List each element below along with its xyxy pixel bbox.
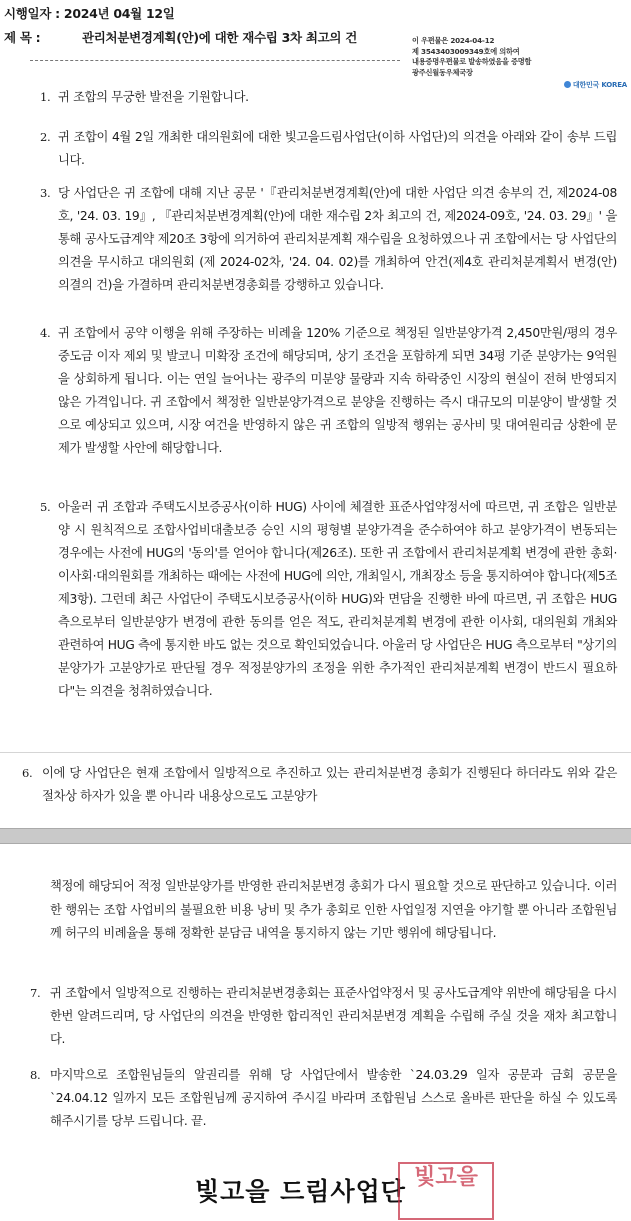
list-item — [0, 1064, 631, 1133]
list-item — [0, 762, 631, 808]
item-number: 8. — [30, 1068, 41, 1082]
subject-line — [4, 28, 357, 46]
official-seal: 빛고을 — [398, 1162, 494, 1220]
sender-signature: 빛고을 드림사업단 — [195, 1177, 406, 1206]
stamp-line-3: 내용증명우편물로 발송하였음을 증명함 — [412, 57, 532, 66]
item-text: 마지막으로 조합원님들의 알권리를 위해 당 사업단에서 발송한 `24.03.29 일자 공문과 금회 공문을 `24.04.12 일까지 모든 조합원님께 공지하여 주시길 바라며 조합원님 스스로 올바른 판단을 하실 수 있도록 해주시기를 당부 드립니다. 끝. — [50, 1068, 617, 1128]
issue-date-value: 2024년 04월 12일 — [63, 6, 175, 21]
postal-certification-stamp — [412, 36, 627, 91]
korea-post-logo — [412, 80, 627, 91]
item-text: 아울러 귀 조합과 주택도시보증공사(이하 HUG) 사이에 체결한 표준사업약정서에 따르면, 귀 조합은 일반분양 시 원칙적으로 조합사업비대출보증 승인 시의 평형별 분양가격을 준수하여야 하고 분양가격이 변동되는 경우에는 사전에 HUG의 '동의'를 얻어야 합니다(제26조). 또한 귀 조합에서 관리처분계획 변경에 관한 총회·이사회·대의원회를 개최하는 때에는 사전에 HUG에 의안, 개최일시, 개최장소 등을 통지하여야 합니다(제5조 제3항). 그런데 최근 사업단이 주택도시보증공사(이하 HUG)와 면담을 진행한 바에 따르면, 귀 조합은 HUG 측으로부터 일반분양가 변경에 관한 동의를 얻은 적도, 관리처분계획 변경에 관한 이사회, 대의원회 개최와 관련하여 HUG 측에 통지한 바도 없는 것으로 확인되었습니다. 아울러 당 사업단은 HUG 측으로부터 "상기의 분양가가 고분양가로 판단될 경우 적정분양가의 조정을 위한 추가적인 관리처분계획 변경이 반드시 필요하다"는 의견을 청취하였습니다. — [58, 500, 617, 698]
stamp-line-4: 광주신월동우체국장 — [412, 67, 473, 77]
item-number: 7. — [30, 986, 41, 1000]
korea-post-icon — [564, 81, 571, 88]
item-6-continuation: 책정에 해당되어 적정 일반분양가를 반영한 관리처분변경 총회가 다시 필요할 것으로 판단하고 있습니다. 이러한 행위는 조합 사업비의 불필요한 비용 낭비 및 추가 총회로 인한 사업일정 지연을 야기할 뿐 아니라 조합원님께 허구의 비례율을 통해 정확한 분담금 내역을 통지하지 않는 기만 행위에 해당됩니다. — [50, 879, 617, 940]
list-item — [0, 86, 263, 109]
item-text: 귀 조합에서 일방적으로 진행하는 관리처분변경총회는 표준사업약정서 및 공사도급계약 위반에 해당됨을 다시 한번 알려드리며, 당 사업단의 의견을 반영한 합리적인 관리처분변경 계획을 수립해 주실 것을 재차 최고합니다. — [50, 986, 617, 1046]
stamp-line-2: 제 3543403009349호에 의하여 — [412, 46, 520, 56]
item-text: 귀 조합의 무궁한 발전을 기원합니다. — [58, 90, 249, 104]
list-item — [0, 126, 631, 172]
issue-date-label: 시행일자 : — [4, 6, 60, 21]
page-break-band — [0, 828, 631, 844]
item-number: 3. — [40, 186, 51, 200]
header-divider — [30, 60, 400, 61]
item-number: 5. — [40, 500, 51, 514]
subject-value: 관리처분변경계획(안)에 대한 재수립 3차 최고의 건 — [82, 30, 357, 45]
list-item — [0, 496, 631, 703]
issue-date — [4, 4, 175, 22]
korea-post-logo-text: 대한민국 KOREA — [572, 81, 627, 89]
list-item — [0, 982, 631, 1051]
item-text: 귀 조합이 4월 2일 개최한 대의원회에 대한 빛고을드림사업단(이하 사업단)의 의견을 아래와 같이 송부 드립니다. — [58, 130, 617, 167]
item-number: 2. — [40, 130, 51, 144]
item-number: 4. — [40, 326, 51, 340]
list-item — [0, 322, 631, 460]
section-rule — [0, 752, 631, 753]
item-number: 6. — [22, 766, 33, 780]
list-item — [0, 182, 631, 297]
item-text: 이에 당 사업단은 현재 조합에서 일방적으로 추진하고 있는 관리처분변경 총회가 진행된다 하더라도 위와 같은 절차상 하자가 있을 뿐 아니라 내용상으로도 고분양가 — [42, 766, 617, 803]
item-text: 당 사업단은 귀 조합에 대해 지난 공문 '『관리처분변경계획(안)에 대한 사업단 의견 송부의 건, 제2024-08호, '24. 03. 19』, 『관리처분변경계획(안)에 대한 재수립 2차 최고의 건, 제2024-09호, '24. 03. 29』' 을 통해 공사도급계약 제20조 3항에 의거하여 관리처분계획 재수립을 요청하였으나 귀 조합에서는 당 사업단의 의견을 무시하고 대의원회 (제 2024-02차, '24. 04. 02)를 개최하여 안건(제4호 관리처분계획서 변경(안) 의결의 건)을 가결하며 관리처분변경총회를 강행하고 있습니다. — [58, 186, 617, 292]
stamp-line-1: 이 우편물은 2024-04-12 — [412, 36, 495, 45]
item-text: 귀 조합에서 공약 이행을 위해 주장하는 비례율 120% 기준으로 책정된 일반분양가격 2,450만원/평의 경우 중도금 이자 제외 및 발코니 미확장 조건에 해당되며, 상기 조건을 포함하게 되면 34평 기준 분양가는 9억원을 상회하게 됩니다. 이는 연일 늘어나는 광주의 미분양 물량과 지속 하락중인 시장의 현실이 전혀 반영되지 않은 가격입니다. 귀 조합에서 책정한 일반분양가격으로 분양을 진행하는 즉시 대규모의 미분양이 발생할 것으로 예상되고 있으며, 시장 여건을 반영하지 않은 귀 조합의 일방적 행위는 공사비 및 대여원리금 상환에 문제가 발생할 사안에 해당합니다. — [58, 326, 617, 455]
item-number: 1. — [40, 90, 51, 104]
subject-label: 제 목 : — [4, 30, 41, 45]
